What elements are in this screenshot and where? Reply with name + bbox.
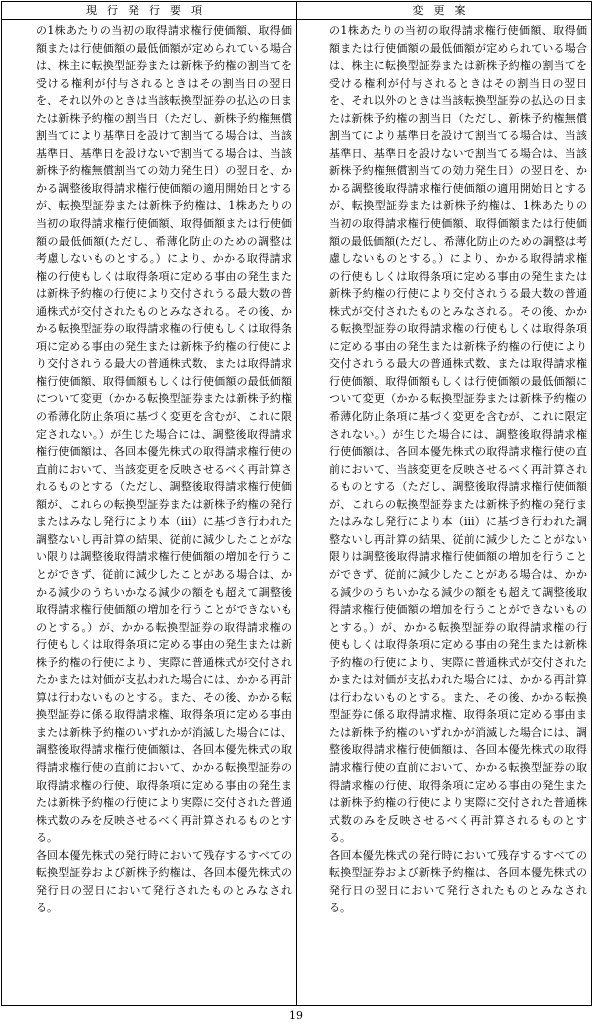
header-current-terms: 現行発行要項 [2, 2, 297, 20]
proposed-changes-cell [297, 20, 592, 1006]
current-terms-paragraph-2: 各回本優先株式の発行時において残存するすべての転換型証券および新株予約権は、各回本優先株式の発行日の翌日において発行されたものとみなされる。 [36, 848, 292, 915]
table-header-row [2, 2, 592, 20]
current-terms-paragraph-1: の1株あたりの当初の取得請求権行使価額、取得価額または行使価額の最低価額が定められている場合は、株主に転換型証券または新株予約権の割当てを受ける権利が付与されるときはその割当日の翌日を、それ以外のときは当該転換型証券の払込の日または新株予約権の割当日（ただし、新株予約権無償割当てにより基準日を設けて割当てる場合は、当該基準日、基準日を設けないで割当てる場合は、当該新株予約権無償割当ての効力発生日）の翌日を、かかる調整後取得請求権行使価額の適用開始日とするが、転換型証券または新株予約権は、1株あたりの当初の取得請求権行使価額、取得価額または行使価額の最低価額(ただし、希薄化防止のための調整は考慮しないものとする。）により、かかる取得請求権の行使もしくは取得条項に定める事由の発生または新株予約権の行使により交付されうる最大数の普通株式が交付されたものとみなされる。その後、かかる転換型証券の取得請求権の行使もしくは取得条項に定める事由の発生または新株予約権の行使により交付されうる最大の普通株式数、または取得請求権行使価額、取得価額もしくは行使価額の最低価額について変更（かかる転換型証券または新株予約権の希薄化防止条項に基づく変更を含むが、これに限定されない。）が生じた場合には、調整後取得請求権行使価額は、各回本優先株式の取得請求権行使の直前において、当該変更を反映させるべく再計算されるものとする（ただし、調整後取得請求権行使価額が、これらの転換型証券または新株予約権の発行またはみなし発行により本（ⅲ）に基づき行われた調整ないし再計算の結果、従前に減少したことがない限りは調整後取得請求権行使価額の増加を行うことができず、従前に減少したことがある場合は、かかる減少のうちいかなる減少の額をも超えて調整後取得請求権行使価額の増加を行うことができないものとする。）が、かかる転換型証券の取得請求権の行使もしくは取得条項に定める事由の発生または新株予約権の行使により、実際に普通株式が交付されたかまたは対価が支払われた場合には、かかる再計算は行わないものとする。また、その後、かかる転換型証券に係る取得請求権、取得条項に定める事由または新株予約権のいずれかが消滅した場合には、調整後取得請求権行使価額は、各回本優先株式の取得請求権行使の直前において、かかる転換型証券の取得請求権の行使、取得条項に定める事由の発生または新株予約権の行使により実際に交付された普通株式数のみを反映させるべく再計算されるものとする。 [36, 24, 292, 845]
current-terms-cell [2, 20, 297, 1006]
comparison-table [1, 1, 592, 1006]
proposed-changes-text [297, 20, 591, 1005]
header-proposed-changes: 変更案 [297, 2, 592, 20]
proposed-changes-paragraph-1: の1株あたりの当初の取得請求権行使価額、取得価額または行使価額の最低価額が定められている場合は、株主に転換型証券または新株予約権の割当てを受ける権利が付与されるときはその割当日の翌日を、それ以外のときは当該転換型証券の払込の日または新株予約権の割当日（ただし、新株予約権無償割当てにより基準日を設けて割当てる場合は、当該基準日、基準日を設けないで割当てる場合は、当該新株予約権無償割当ての効力発生日）の翌日を、かかる調整後取得請求権行使価額の適用開始日とするが、転換型証券または新株予約権は、1株あたりの当初の取得請求権行使価額、取得価額または行使価額の最低価額(ただし、希薄化防止のための調整は考慮しないものとする。）により、かかる取得請求権の行使もしくは取得条項に定める事由の発生または新株予約権の行使により交付されうる最大数の普通株式が交付されたものとみなされる。その後、かかる転換型証券の取得請求権の行使もしくは取得条項に定める事由の発生または新株予約権の行使により交付されうる最大の普通株式数、または取得請求権行使価額、取得価額もしくは行使価額の最低価額について変更（かかる転換型証券または新株予約権の希薄化防止条項に基づく変更を含むが、これに限定されない。）が生じた場合には、調整後取得請求権行使価額は、各回本優先株式の取得請求権行使の直前において、当該変更を反映させるべく再計算されるものとする（ただし、調整後取得請求権行使価額が、これらの転換型証券または新株予約権の発行またはみなし発行により本（ⅲ）に基づき行われた調整ないし再計算の結果、従前に減少したことがない限りは調整後取得請求権行使価額の増加を行うことができず、従前に減少したことがある場合は、かかる減少のうちいかなる減少の額をも超えて調整後取得請求権行使価額の増加を行うことができないものとする。）が、かかる転換型証券の取得請求権の行使もしくは取得条項に定める事由の発生または新株予約権の行使により、実際に普通株式が交付されたかまたは対価が支払われた場合には、かかる再計算は行わないものとする。また、その後、かかる転換型証券に係る取得請求権、取得条項に定める事由または新株予約権のいずれかが消滅した場合には、調整後取得請求権行使価額は、各回本優先株式の取得請求権行使の直前において、かかる転換型証券の取得請求権の行使、取得条項に定める事由の発生または新株予約権の行使により実際に交付された普通株式数のみを反映させるべく再計算されるものとする。 [329, 24, 587, 845]
proposed-changes-paragraph-2: 各回本優先株式の発行時において残存するすべての転換型証券および新株予約権は、各回本優先株式の発行日の翌日において発行されたものとみなされる。 [329, 848, 587, 915]
page-number: 19 [289, 1009, 303, 1022]
current-terms-text [2, 20, 296, 1005]
table-body-row [2, 20, 592, 1006]
